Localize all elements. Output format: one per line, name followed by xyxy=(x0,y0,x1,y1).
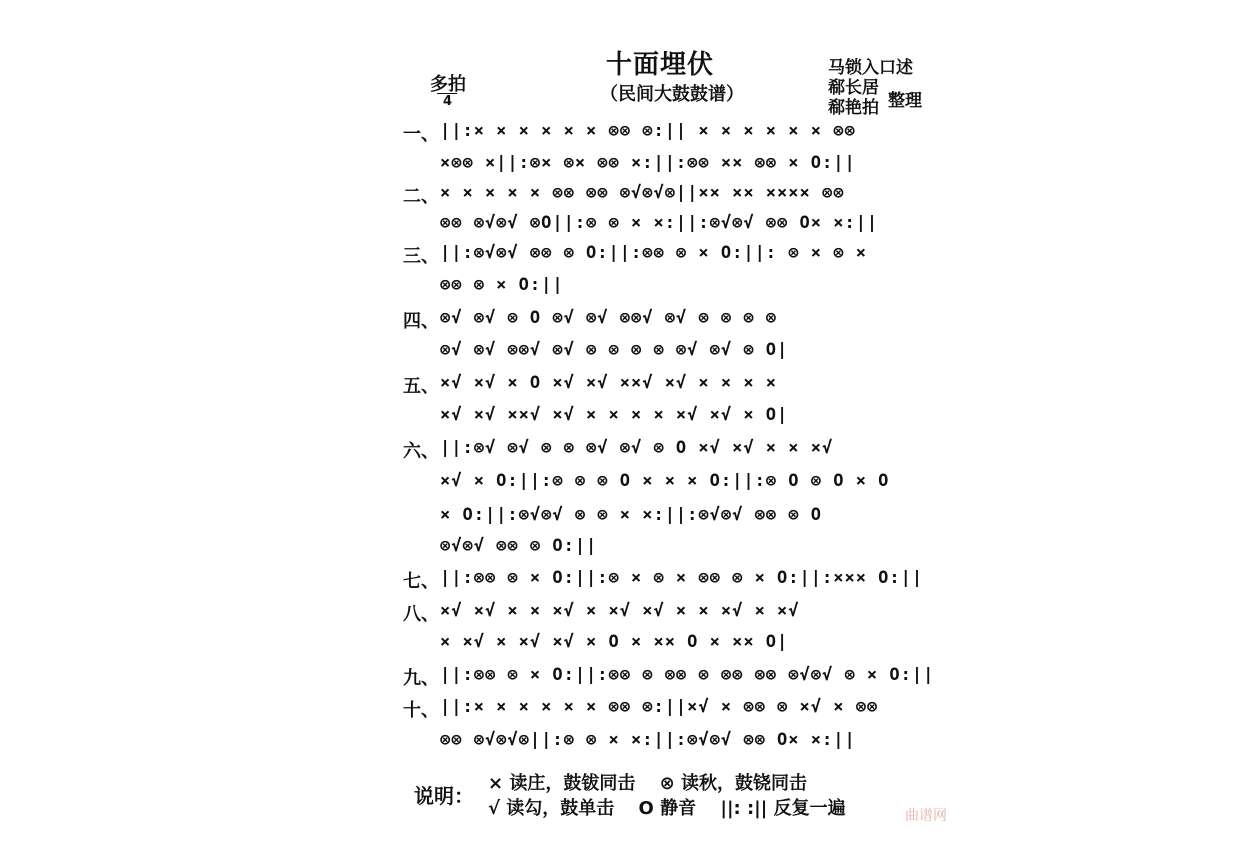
notation-line: ×√ ×√ × O ×√ ×√ ××√ ×√ × × × × xyxy=(440,373,778,393)
notation-line: ||:× × × × × × ⊗⊗ ⊗:||×√ × ⊗⊗ ⊗ ×√ × ⊗⊗ xyxy=(440,697,879,717)
notation-line: ×√ × O:||:⊗ ⊗ ⊗ O × × × O:||:⊗ O ⊗ O × O xyxy=(440,471,890,491)
section-label-3: 三、 xyxy=(403,246,439,267)
notation-line: × ×√ × ×√ ×√ × O × ×× O × ×× O| xyxy=(440,632,789,652)
credit-narrator: 马锁入口述 xyxy=(828,58,913,78)
section-label-1: 一、 xyxy=(403,124,439,145)
notation-line: ⊗√⊗√ ⊗⊗ ⊗ O:|| xyxy=(440,536,598,556)
notation-line: ⊗⊗ ⊗ × O:|| xyxy=(440,275,564,295)
score-subtitle: （民间大鼓鼓谱） xyxy=(600,84,744,105)
meter-label: 多拍 xyxy=(430,74,466,95)
section-label-5: 五、 xyxy=(403,376,439,397)
notation-line: ⊗⊗ ⊗√⊗√⊗||:⊗ ⊗ × ×:||:⊗√⊗√ ⊗⊗ O× ×:|| xyxy=(440,730,856,750)
section-label-2: 二、 xyxy=(403,186,439,207)
notation-line: × O:||:⊗√⊗√ ⊗ ⊗ × ×:||:⊗√⊗√ ⊗⊗ ⊗ O xyxy=(440,505,822,525)
section-label-4: 四、 xyxy=(403,311,439,332)
notation-line: ×√ ×√ ××√ ×√ × × × × ×√ ×√ × O| xyxy=(440,405,789,425)
notation-line: ||:⊗⊗ ⊗ × O:||:⊗⊗ ⊗ ⊗⊗ ⊗ ⊗⊗ ⊗⊗ ⊗√⊗√ ⊗ × O:|| xyxy=(440,665,935,685)
notation-line: ⊗√ ⊗√ ⊗⊗√ ⊗√ ⊗ ⊗ ⊗ ⊗ ⊗√ ⊗√ ⊗ O| xyxy=(440,340,789,360)
credit-role: 整理 xyxy=(888,91,922,111)
watermark: 曲谱网 xyxy=(905,808,947,824)
section-label-6: 六、 xyxy=(403,441,439,462)
notation-line: ×√ ×√ × × ×√ × ×√ ×√ × × ×√ × ×√ xyxy=(440,601,800,621)
legend-line-2: √ 读勾，鼓单击 O 静音 ||: :|| 反复一遍 xyxy=(488,798,846,819)
section-label-8: 八、 xyxy=(403,604,439,625)
score-title: 十面埋伏 xyxy=(606,50,715,80)
notation-line: ||:⊗√ ⊗√ ⊗ ⊗ ⊗√ ⊗√ ⊗ O ×√ ×√ × × ×√ xyxy=(440,438,834,458)
notation-line: ||:⊗⊗ ⊗ × O:||:⊗ × ⊗ × ⊗⊗ ⊗ × O:||:××× O:|| xyxy=(440,568,924,588)
section-label-10: 十、 xyxy=(403,700,439,721)
legend-title: 说明： xyxy=(414,784,474,808)
notation-line: ||:⊗√⊗√ ⊗⊗ ⊗ O:||:⊗⊗ ⊗ × O:||: ⊗ × ⊗ × xyxy=(440,243,867,263)
section-label-9: 九、 xyxy=(403,668,439,689)
meter-value: 4 xyxy=(443,94,453,109)
notation-line: ⊗√ ⊗√ ⊗ O ⊗√ ⊗√ ⊗⊗√ ⊗√ ⊗ ⊗ ⊗ ⊗ xyxy=(440,308,778,328)
credit-arranger-1: 郗长居 xyxy=(828,78,879,98)
notation-line: ||:× × × × × × ⊗⊗ ⊗:|| × × × × × × ⊗⊗ xyxy=(440,121,856,141)
legend-line-1: × 读庄，鼓钹同击 ⊗ 读秋，鼓铙同击 xyxy=(488,773,807,794)
notation-line: ×⊗⊗ ×||:⊗× ⊗× ⊗⊗ ×:||:⊗⊗ ×× ⊗⊗ × O:|| xyxy=(440,153,856,173)
notation-line: × × × × × ⊗⊗ ⊗⊗ ⊗√⊗√⊗||×× ×× ×××× ⊗⊗ xyxy=(440,183,845,203)
notation-line: ⊗⊗ ⊗√⊗√ ⊗O||:⊗ ⊗ × ×:||:⊗√⊗√ ⊗⊗ O× ×:|| xyxy=(440,213,879,233)
credit-arranger-2: 郗艳拍 xyxy=(828,98,879,118)
section-label-7: 七、 xyxy=(403,571,439,592)
